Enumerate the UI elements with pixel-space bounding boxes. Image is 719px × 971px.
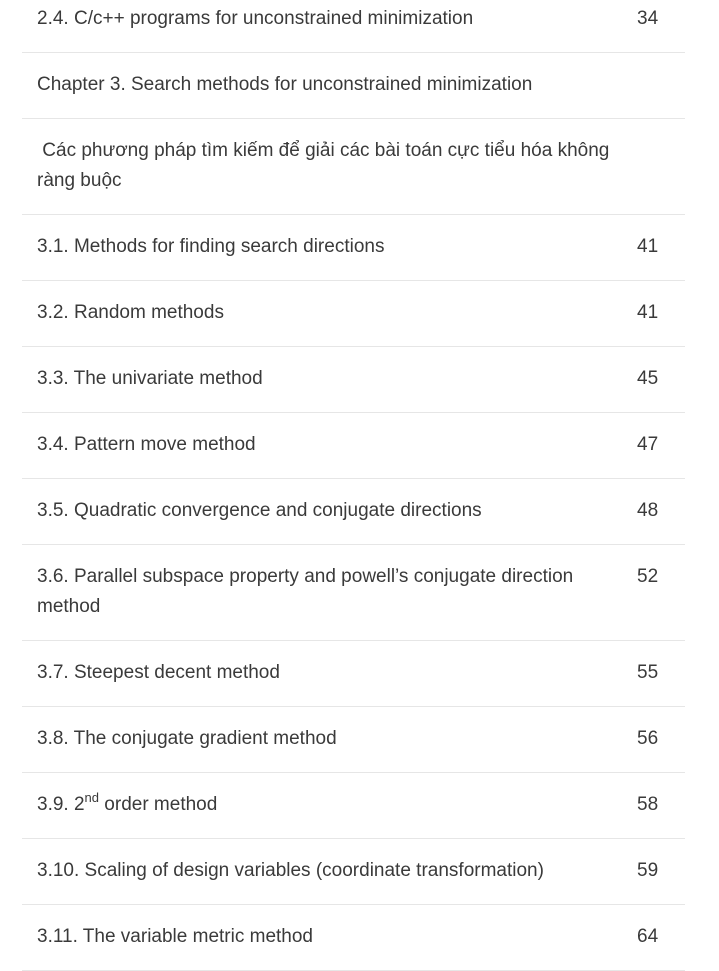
toc-row — [22, 53, 685, 119]
toc-entry-title: 3.2. Random methods — [22, 281, 637, 347]
toc-entry-page: 52 — [637, 545, 685, 641]
toc-row — [22, 281, 685, 347]
toc-entry-page: 59 — [637, 839, 685, 905]
toc-entry-title: 3.6. Parallel subspace property and powell’s conjugate direction method — [22, 545, 637, 641]
toc-row — [22, 707, 685, 773]
toc-entry-title-suffix: order method — [99, 794, 218, 815]
toc-entry-page: 48 — [637, 479, 685, 545]
toc-entry-page: 34 — [637, 0, 685, 53]
toc-entry-title: 3.4. Pattern move method — [22, 413, 637, 479]
toc-entry-title: 3.5. Quadratic convergence and conjugate directions — [22, 479, 637, 545]
toc-entry-title-superscript: nd — [84, 790, 100, 805]
toc-entry-page: 47 — [637, 413, 685, 479]
toc-row — [22, 347, 685, 413]
toc-chapter-subtitle: Các phương pháp tìm kiếm để giải các bài toán cực tiểu hóa không ràng buộc — [22, 119, 637, 215]
toc-entry-title: 3.8. The conjugate gradient method — [22, 707, 637, 773]
toc-row — [22, 119, 685, 215]
table-of-contents — [22, 0, 685, 971]
toc-row — [22, 839, 685, 905]
toc-entry-title: 2.4. C/c++ programs for unconstrained minimization — [22, 0, 637, 53]
toc-entry-title-prefix: 3.9. 2 — [37, 794, 85, 815]
toc-entry-page — [637, 119, 685, 215]
toc-entry-page: 58 — [637, 773, 685, 839]
toc-row — [22, 479, 685, 545]
toc-entry-title: 3.3. The univariate method — [22, 347, 637, 413]
toc-entry-title: 3.1. Methods for finding search directions — [22, 215, 637, 281]
toc-row — [22, 773, 685, 839]
toc-row — [22, 641, 685, 707]
toc-entry-title: 3.10. Scaling of design variables (coordinate transformation) — [22, 839, 637, 905]
toc-row — [22, 413, 685, 479]
toc-entry-page: 41 — [637, 281, 685, 347]
toc-row — [22, 215, 685, 281]
toc-chapter-title: Chapter 3. Search methods for unconstrained minimization — [22, 53, 637, 119]
toc-entry-page: 41 — [637, 215, 685, 281]
toc-row — [22, 0, 685, 53]
toc-entry-title: 3.7. Steepest decent method — [22, 641, 637, 707]
toc-entry-title: 3.11. The variable metric method — [22, 905, 637, 971]
toc-entry-page: 55 — [637, 641, 685, 707]
toc-entry-title — [22, 773, 637, 839]
toc-row — [22, 545, 685, 641]
toc-entry-page: 64 — [637, 905, 685, 971]
toc-entry-page: 45 — [637, 347, 685, 413]
toc-row — [22, 905, 685, 971]
toc-entry-page: 56 — [637, 707, 685, 773]
toc-entry-page — [637, 53, 685, 119]
